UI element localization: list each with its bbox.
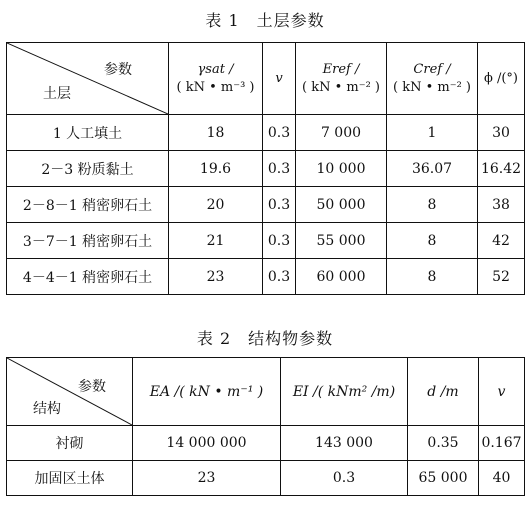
cell: 14 000 000: [133, 426, 281, 461]
cell: 143 000: [281, 426, 408, 461]
cell: 1: [387, 115, 478, 151]
cell: 8: [387, 187, 478, 223]
table-row: [7, 223, 525, 259]
cell: 0.3: [263, 223, 296, 259]
cell: 65 000: [408, 461, 479, 496]
cell: 42: [478, 223, 525, 259]
cell: 0.3: [263, 259, 296, 295]
cell: 2－8－1 稍密卵石土: [7, 187, 169, 223]
cell: 衬砌: [7, 426, 133, 461]
cell: 2－3 粉质黏土: [7, 151, 169, 187]
cell: 1 人工填土: [7, 115, 169, 151]
cell: 23: [133, 461, 281, 496]
cell: 55 000: [296, 223, 387, 259]
corner-header-cell: [7, 43, 169, 115]
table-row: [7, 426, 525, 461]
cell: 40: [479, 461, 525, 496]
header-cell: v: [479, 358, 525, 426]
table1-title: 表 1 土层参数: [205, 11, 325, 30]
cell: 8: [387, 223, 478, 259]
cell: 加固区土体: [7, 461, 133, 496]
cell: 38: [478, 187, 525, 223]
cell: 0.3: [263, 151, 296, 187]
table-row: [7, 151, 525, 187]
table-row: [7, 259, 525, 295]
cell: 4－4－1 稍密卵石土: [7, 259, 169, 295]
cell: 7 000: [296, 115, 387, 151]
cell: 21: [169, 223, 263, 259]
corner-top-label: 参数: [104, 62, 132, 78]
header-cell: d /m: [408, 358, 479, 426]
table-row: [7, 461, 525, 496]
corner-top-label: 参数: [78, 379, 106, 395]
cell: 18: [169, 115, 263, 151]
cell: 19.6: [169, 151, 263, 187]
cell: 23: [169, 259, 263, 295]
structure-parameters-table: [6, 357, 525, 496]
cell: 36.07: [387, 151, 478, 187]
cell: 20: [169, 187, 263, 223]
soil-parameters-table: [6, 42, 525, 295]
cell: 60 000: [296, 259, 387, 295]
cell: 8: [387, 259, 478, 295]
table2-title: 表 2 结构物参数: [196, 329, 334, 348]
table-row: [7, 187, 525, 223]
header-cell: γsat / ( kN • m⁻³ ): [169, 43, 263, 115]
header-cell: v: [263, 43, 296, 115]
table-header-row: [7, 358, 525, 426]
table-header-row: [7, 43, 525, 115]
cell: 3－7－1 稍密卵石土: [7, 223, 169, 259]
cell: 30: [478, 115, 525, 151]
cell: 0.3: [263, 187, 296, 223]
table-row: [7, 115, 525, 151]
cell: 50 000: [296, 187, 387, 223]
corner-bottom-label: 结构: [33, 401, 61, 417]
cell: 10 000: [296, 151, 387, 187]
cell: 0.3: [281, 461, 408, 496]
corner-header-cell: [7, 358, 133, 426]
header-cell: Cref / ( kN • m⁻² ): [387, 43, 478, 115]
cell: 0.3: [263, 115, 296, 151]
cell: 52: [478, 259, 525, 295]
header-cell: ϕ /(°): [478, 43, 525, 115]
header-cell: Eref / ( kN • m⁻² ): [296, 43, 387, 115]
header-cell: EA /( kN • m⁻¹ ): [133, 358, 281, 426]
header-cell: EI /( kNm² /m): [281, 358, 408, 426]
cell: 16.42: [478, 151, 525, 187]
cell: 0.35: [408, 426, 479, 461]
cell: 0.167: [479, 426, 525, 461]
corner-bottom-label: 土层: [43, 86, 71, 102]
